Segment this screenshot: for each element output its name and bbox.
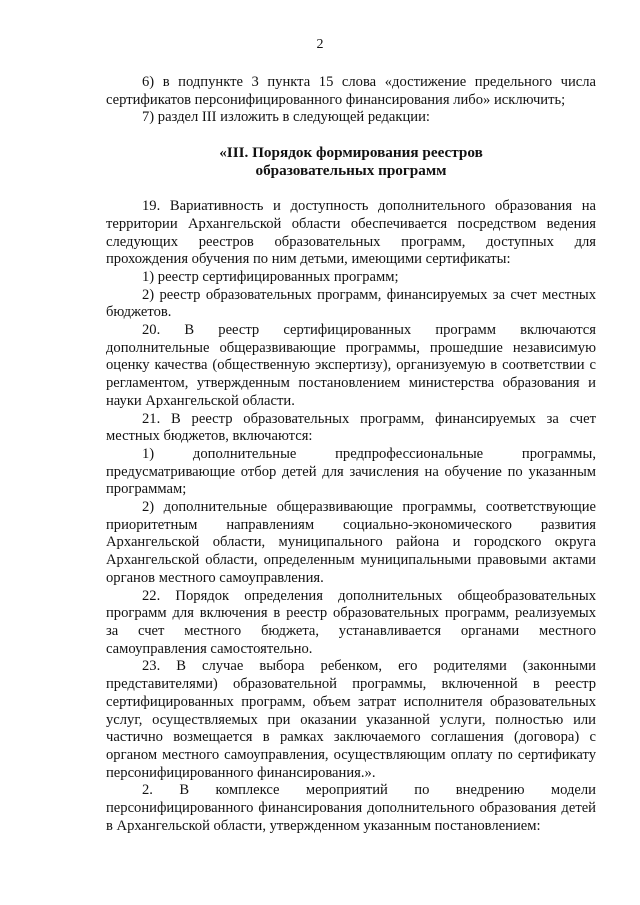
list-item: 1) дополнительные предпрофессиональные программы, предусматривающие отбор детей для зачисления на обучение по указанным программам; — [106, 445, 596, 498]
page-number: 2 — [316, 37, 324, 52]
paragraph: 20. В реестр сертифицированных программ включаются дополнительные общеразвивающие программы, прошедшие независимую оценку качества (общественную экспертизу), организуемую в соответствии с регламентом, утвержденным постановлением министерства образования и науки Архангельской области. — [106, 322, 596, 409]
paragraph: 2. В комплексе мероприятий по внедрению модели персонифицированного финансирования дополнительного образования детей в Архангельской области, утвержденном указанным постановлением: — [106, 782, 596, 834]
paragraph: 19. Вариативность и доступность дополнительного образования на территории Архангельской области обеспечивается посредством ведения следующих реестров образовательных программ, доступных для прохождения обучения по ним детьми, имеющими сертификаты: — [106, 198, 596, 268]
paragraph: 23. В случае выбора ребенком, его родителями (законными представителями) образовательной программы, включенной в реестр сертифицированных программ, объем затрат исполнителя образовательных услуг, осуществляемых при оказании указанной услуги, полностью или частично возмещается в рамках заключаемого соглашения (договора) с органом местного самоуправления, осуществляющим оплату по сертификату персонифицированного финансирования.». — [106, 658, 596, 781]
paragraph: 6) в подпункте 3 пункта 15 слова «достижение предельного числа сертификатов персонифицированного финансирования либо» исключить; — [106, 74, 596, 108]
paragraph: 21. В реестр образовательных программ, финансируемых за счет местных бюджетов, включаются: — [106, 410, 596, 445]
section-heading — [106, 144, 596, 180]
section-heading-line: «III. Порядок формирования реестров — [219, 144, 483, 162]
list-item: 2) дополнительные общеразвивающие программы, соответствующие приоритетным направлениям социально-экономического развития Архангельской области, муниципального района и городского округа Архангельской области, определенным муниципальными правовыми актами органов местного самоуправления. — [106, 499, 596, 586]
section-heading-line: образовательных программ — [255, 162, 447, 180]
document-body — [106, 74, 596, 835]
paragraph: 22. Порядок определения дополнительных общеобразовательных программ для включения в реестр образовательных программ, реализуемых за счет местного бюджета, устанавливается органами местного самоуправления самостоятельно. — [106, 587, 596, 657]
list-item: 2) реестр образовательных программ, финансируемых за счет местных бюджетов. — [106, 286, 596, 321]
paragraph: 7) раздел III изложить в следующей редакции: — [142, 109, 430, 126]
list-item: 1) реестр сертифицированных программ; — [142, 268, 399, 285]
